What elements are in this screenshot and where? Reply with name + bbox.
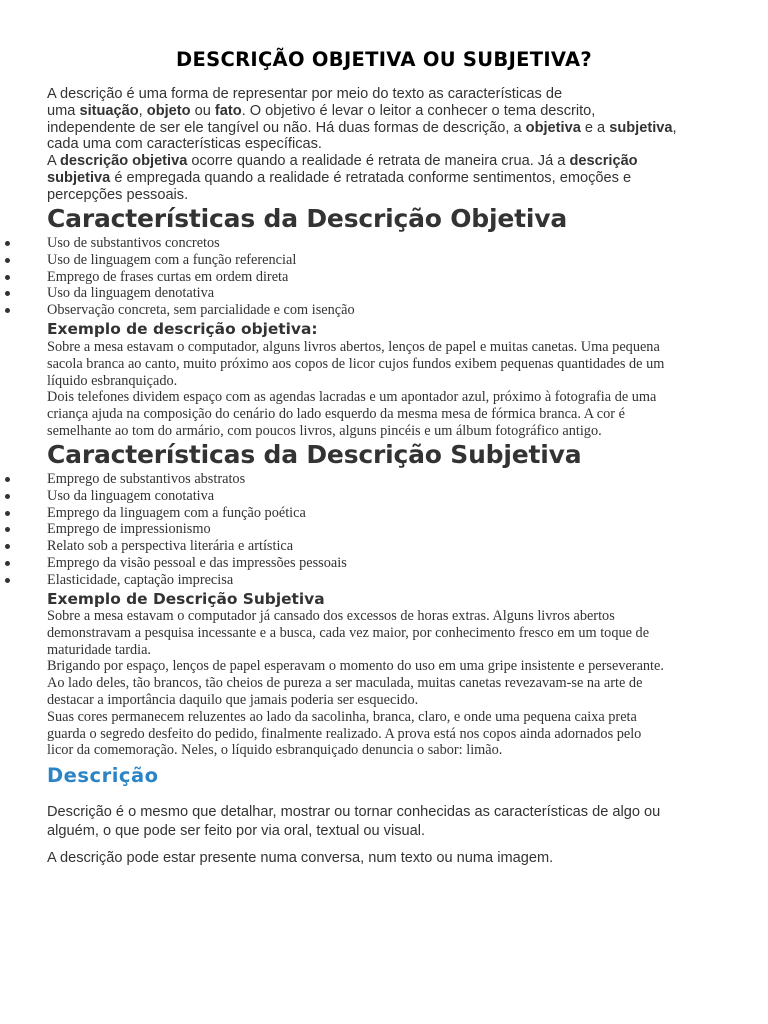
list-item: Emprego da linguagem com a função poética bbox=[0, 505, 347, 522]
bullet-icon bbox=[5, 241, 10, 246]
example-line: líquido esbranquiçado. bbox=[47, 372, 178, 389]
page-title: DESCRIÇÃO OBJETIVA OU SUBJETIVA? bbox=[176, 48, 592, 71]
example-line: Dois telefones dividem espaço com as agendas lacradas e um apontador azul, próximo à fotografia de uma bbox=[47, 389, 657, 406]
example-line: maturidade tardia. bbox=[47, 641, 152, 658]
list-item: Uso da linguagem denotativa bbox=[0, 285, 355, 302]
intro-line: independente de ser ele tangível ou não. Há duas formas de descrição, a objetiva e a subjetiva, bbox=[47, 119, 677, 136]
paragraph-line: Descrição é o mesmo que detalhar, mostrar ou tornar conhecidas as características de algo ou bbox=[47, 804, 661, 820]
objective-heading: Características da Descrição Objetiva bbox=[47, 204, 568, 233]
bullet-icon bbox=[5, 258, 10, 263]
objective-list bbox=[0, 235, 355, 319]
example-line: Brigando por espaço, lenços de papel esperavam o momento do uso em uma gripe insistente e perseverante. bbox=[47, 658, 664, 675]
bullet-icon bbox=[5, 544, 10, 549]
list-item: Relato sob a perspectiva literária e artística bbox=[0, 538, 347, 555]
paragraph-line: A descrição pode estar presente numa conversa, num texto ou numa imagem. bbox=[47, 850, 554, 866]
descricao-paragraph-1 bbox=[47, 803, 737, 840]
intro-line: A descrição é uma forma de representar por meio do texto as características de bbox=[47, 86, 563, 102]
bullet-icon bbox=[5, 527, 10, 532]
intro-paragraph bbox=[47, 86, 737, 204]
bullet-icon bbox=[5, 494, 10, 499]
list-item: Uso da linguagem conotativa bbox=[0, 488, 347, 505]
example-line: destacar a importância daquilo que jamais poderia ser esquecido. bbox=[47, 691, 419, 708]
intro-line: A descrição objetiva ocorre quando a realidade é retrata de maneira crua. Já a descrição bbox=[47, 153, 638, 170]
descricao-heading: Descrição bbox=[47, 764, 159, 787]
paragraph-line: alguém, o que pode ser feito por via oral, textual ou visual. bbox=[47, 822, 426, 839]
example-line: Sobre a mesa estavam o computador já cansado dos excessos de horas extras. Alguns livros abertos bbox=[47, 608, 615, 624]
bullet-icon bbox=[5, 477, 10, 482]
bullet-icon bbox=[5, 291, 10, 296]
example-line: licor da comemoração. Neles, o líquido esbranquiçado denuncia o sabor: limão. bbox=[47, 742, 503, 759]
list-item: Elasticidade, captação imprecisa bbox=[0, 572, 347, 589]
list-item: Uso de linguagem com a função referencial bbox=[0, 252, 355, 269]
subjective-example-heading: Exemplo de Descrição Subjetiva bbox=[47, 590, 325, 608]
list-item: Observação concreta, sem parcialidade e com isenção bbox=[0, 302, 355, 319]
example-line: Suas cores permanecem reluzentes ao lado da sacolinha, branca, claro, e onde uma pequena caixa preta bbox=[47, 708, 637, 725]
subjective-example-text bbox=[47, 608, 737, 759]
example-line: criança ajuda na composição do cenário do lado esquerdo da mesma mesa de fórmica branca. A cor é bbox=[47, 406, 625, 423]
example-line: sacola branca ao canto, muito próximo aos copos de licor cujos fundos exibem pequenas quantidades de um bbox=[47, 355, 665, 372]
objective-example-text bbox=[47, 339, 737, 440]
intro-line: percepções pessoais. bbox=[47, 186, 189, 203]
example-line: Sobre a mesa estavam o computador, alguns livros abertos, lenços de papel e muitas canetas. Uma pequena bbox=[47, 339, 660, 355]
descricao-paragraph-2 bbox=[47, 849, 737, 868]
example-line: demonstravam a pesquisa incessante e a busca, cada vez maior, por conhecimento fresco em um toque de bbox=[47, 624, 650, 641]
example-line: guarda o segredo desfeito do pedido, finalmente realizado. A prova está nos copos ainda adornados pelo bbox=[47, 725, 642, 742]
bullet-icon bbox=[5, 578, 10, 583]
example-line: Ao lado deles, tão brancos, tão cheios de pureza a ser maculada, muitas canetas revezavam-se na arte de bbox=[47, 675, 643, 692]
intro-line: uma situação, objeto ou fato. O objetivo é levar o leitor a conhecer o tema descrito, bbox=[47, 102, 596, 119]
bullet-icon bbox=[5, 561, 10, 566]
subjective-heading: Características da Descrição Subjetiva bbox=[47, 440, 582, 469]
intro-line: cada uma com características específicas. bbox=[47, 136, 322, 153]
list-item: Emprego de impressionismo bbox=[0, 521, 347, 538]
bullet-icon bbox=[5, 308, 10, 313]
objective-example-heading: Exemplo de descrição objetiva: bbox=[47, 320, 318, 338]
bullet-icon bbox=[5, 275, 10, 280]
example-line: semelhante ao tom do armário, com poucos livros, alguns pincéis e um álbum fotográfico antigo. bbox=[47, 422, 602, 439]
subjective-list bbox=[0, 471, 347, 589]
list-item: Emprego de substantivos abstratos bbox=[0, 471, 347, 488]
bullet-icon bbox=[5, 511, 10, 516]
list-item: Uso de substantivos concretos bbox=[0, 235, 355, 252]
list-item: Emprego de frases curtas em ordem direta bbox=[0, 269, 355, 286]
list-item: Emprego da visão pessoal e das impressões pessoais bbox=[0, 555, 347, 572]
intro-line: subjetiva é empregada quando a realidade é retratada conforme sentimentos, emoções e bbox=[47, 169, 632, 186]
